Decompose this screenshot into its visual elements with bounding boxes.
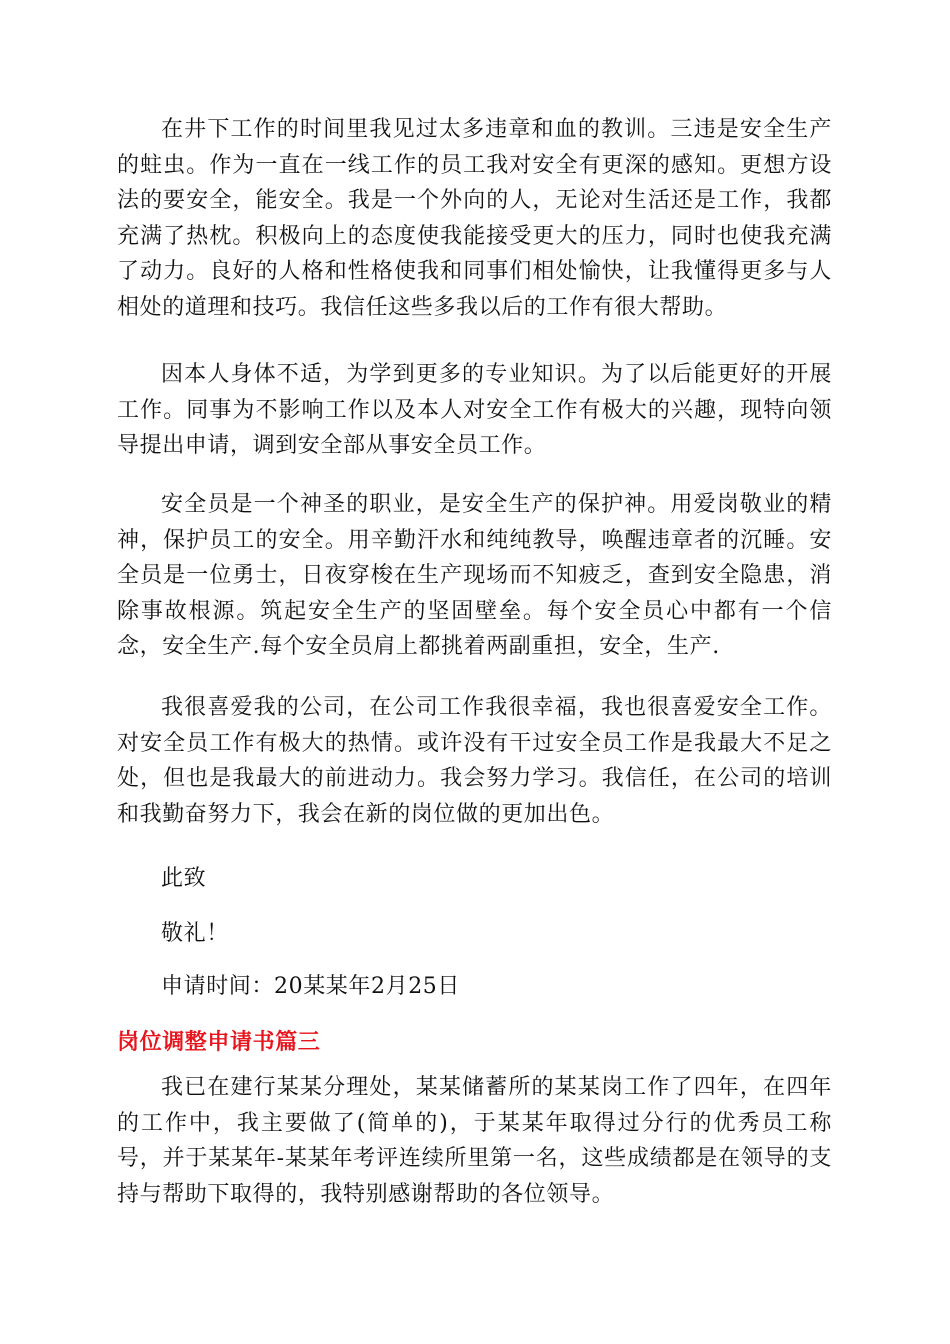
body-paragraph-2: 因本人身体不适，为学到更多的专业知识。为了以后能更好的开展工作。同事为不影响工作以及本人对安全工作有极大的兴趣，现特向领导提出申请，调到安全部从事安全员工作。 xyxy=(117,362,832,458)
closing-phrase: 此致 xyxy=(161,866,207,891)
section-heading: 岗位调整申请书篇三 xyxy=(117,1030,321,1055)
application-date: 申请时间：20某某年2月25日 xyxy=(161,974,460,999)
body-paragraph-3: 安全员是一个神圣的职业，是安全生产的保护神。用爱岗敬业的精神，保护员工的安全。用辛勤汗水和纯纯教导，唤醒违章者的沉睡。安全员是一位勇士，日夜穿梭在生产现场而不知疲乏，查到安全隐患，消除事故根源。筑起安全生产的坚固壁垒。每个安全员心中都有一个信念，安全生产.每个安全员肩上都挑着两副重担，安全，生产. xyxy=(117,492,832,659)
salutation: 敬礼！ xyxy=(161,921,229,946)
section-paragraph: 我已在建行某某分理处，某某储蓄所的某某岗工作了四年，在四年的工作中，我主要做了(简单的)，于某某年取得过分行的优秀员工称号，并于某某年-某某年考评连续所里第一名，这些成绩都是在领导的支持与帮助下取得的，我特别感谢帮助的各位领导。 xyxy=(117,1075,832,1207)
body-paragraph-1: 在井下工作的时间里我见过太多违章和血的教训。三违是安全生产的蛀虫。作为一直在一线工作的员工我对安全有更深的感知。更想方设法的要安全，能安全。我是一个外向的人，无论对生活还是工作，我都充满了热枕。积极向上的态度使我能接受更大的压力，同时也使我充满了动力。良好的人格和性格使我和同事们相处愉快，让我懂得更多与人相处的道理和技巧。我信任这些多我以后的工作有很大帮助。 xyxy=(117,117,832,320)
body-paragraph-4: 我很喜爱我的公司，在公司工作我很幸福，我也很喜爱安全工作。对安全员工作有极大的热情。或许没有干过安全员工作是我最大不足之处，但也是我最大的前进动力。我会努力学习。我信任，在公司的培训和我勤奋努力下，我会在新的岗位做的更加出色。 xyxy=(117,695,832,827)
